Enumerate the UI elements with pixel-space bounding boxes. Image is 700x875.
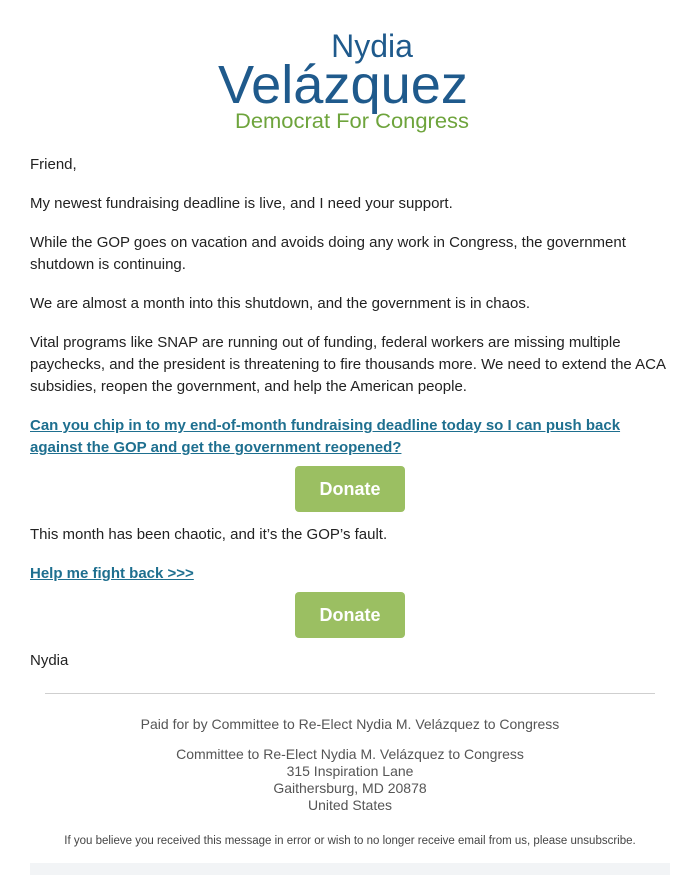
paragraph-programs: Vital programs like SNAP are running out of funding, federal workers are missing multiple paychecks, and the president is threatening to fire thousands more. We need to extend the ACA subsidies, reopen the government, and help the American people. <box>30 334 666 395</box>
greeting: Friend, <box>30 156 77 173</box>
paragraph-chaotic: This month has been chaotic, and it’s the GOP’s fault. <box>30 526 388 543</box>
signature: Nydia <box>30 652 69 669</box>
logo-first-name: Nydia <box>331 28 413 64</box>
cta-paragraph-2 <box>30 563 670 585</box>
donate-button-row-1 <box>30 466 670 512</box>
paragraph-deadline: My newest fundraising deadline is live, and I need your support. <box>30 195 453 212</box>
address-committee: Committee to Re-Elect Nydia M. Velázquez to Congress <box>176 746 524 762</box>
logo-last-name: Velázquez <box>218 55 468 115</box>
footer <box>0 716 700 850</box>
logo-tagline: Democrat For Congress <box>235 110 469 133</box>
address-street: 315 Inspiration Lane <box>286 763 414 779</box>
paid-for-disclaimer: Paid for by Committee to Re-Elect Nydia M. Velázquez to Congress <box>140 716 560 732</box>
paragraph-gop-vacation: While the GOP goes on vacation and avoids doing any work in Congress, the government shutdown is continuing. <box>30 234 626 273</box>
bottom-bar <box>30 863 670 875</box>
mailing-address <box>0 746 700 814</box>
unsubscribe-notice[interactable]: If you believe you received this message in error or wish to no longer receive email from us, please unsubscribe. <box>64 835 636 847</box>
email-body <box>30 154 670 689</box>
donate-button[interactable]: Donate <box>295 466 405 512</box>
donate-button-second[interactable]: Donate <box>295 592 405 638</box>
fight-back-link[interactable]: Help me fight back >>> <box>30 565 194 582</box>
footer-divider <box>45 693 655 694</box>
paragraph-shutdown: We are almost a month into this shutdown, and the government is in chaos. <box>30 295 530 312</box>
campaign-logo <box>0 24 700 134</box>
cta-paragraph-1 <box>30 415 670 459</box>
donate-button-row-2 <box>30 592 670 638</box>
address-city: Gaithersburg, MD 20878 <box>273 780 427 796</box>
chip-in-link[interactable]: Can you chip in to my end-of-month fundraising deadline today so I can push back against the GOP and get the government reopened? <box>30 417 621 456</box>
address-country: United States <box>307 797 393 813</box>
